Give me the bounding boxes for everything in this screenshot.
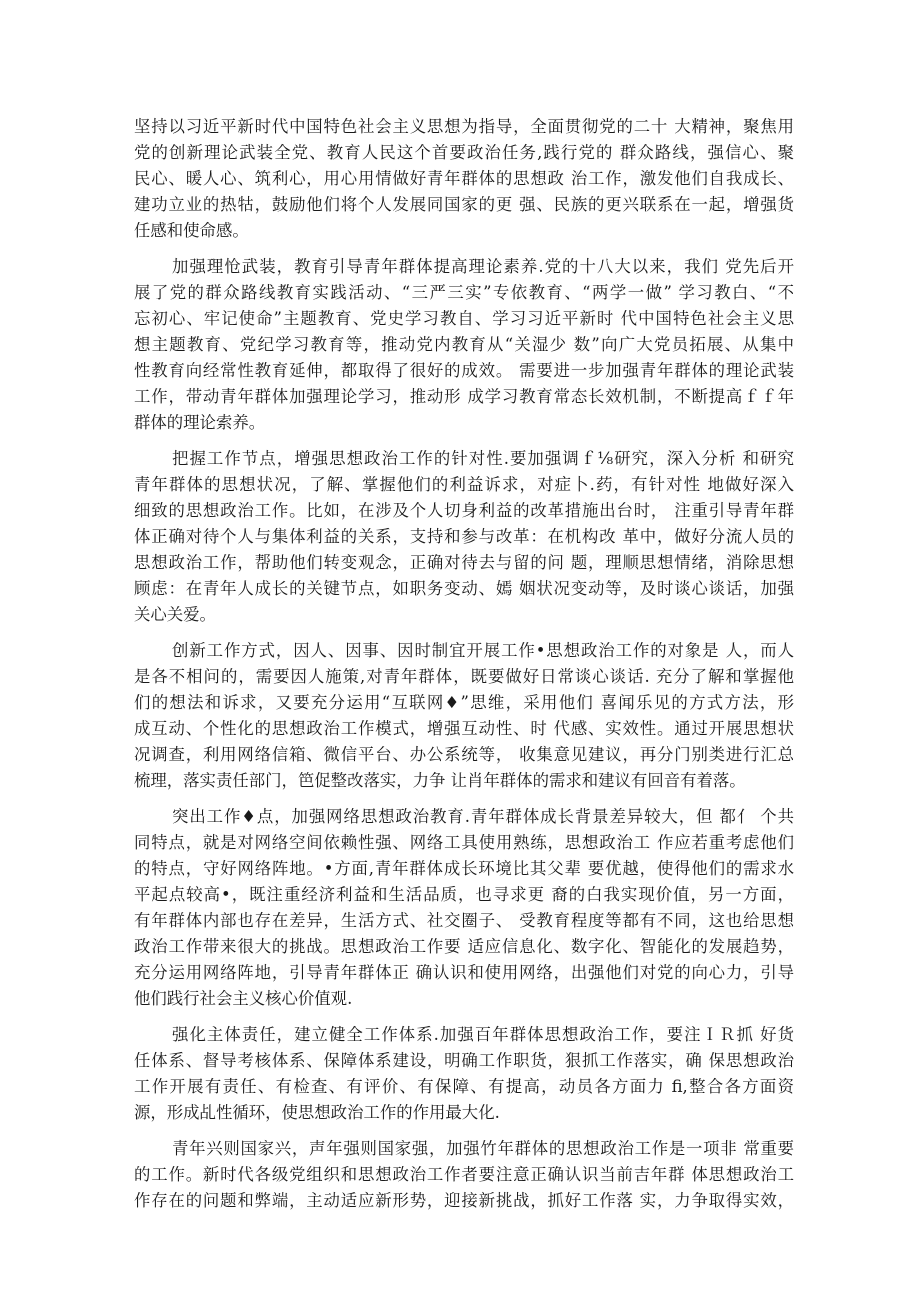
text-line: 想主题教育、党纪学习教育等，推动党内教育从“关湿少 数”向广大党员拓展、从集中 bbox=[134, 335, 794, 354]
text-line: 成互动、个性化的思想政治工作模式，增强互动性、时 代感、实效性。通过开展思想状 bbox=[134, 719, 794, 738]
text-line: 的特点，守好网络阵地。•方面,青年群体成长环境比其父辈 要优越，使得他们的需求水 bbox=[134, 859, 794, 878]
document-body bbox=[134, 114, 794, 1224]
text-line: 有年群体内部也存在差异，生活方式、社交圈子、 受教育程度等都有不同，这也给思想 bbox=[134, 911, 794, 930]
text-line: 群体的理论索养。 bbox=[134, 413, 266, 432]
text-line: 坚持以习近平新时代中国特色社会主义思想为指导，全面贯彻党的二十 大精神，聚焦用 bbox=[134, 117, 794, 136]
text-line: 况调查，利用网络信箱、微信平台、办公系统等， 收集意见建议，再分门别类进行汇总 bbox=[134, 745, 794, 764]
text-line: 是各不相问的，需要因人施策,对青年群体，既要做好日常谈心谈话. 充分了解和掌握他 bbox=[134, 667, 794, 686]
text-line: 的工作。新时代各级党组织和思想政治工作者要注意正确认识当前吉年群 体思想政治工 bbox=[134, 1165, 794, 1184]
text-line: 作存在的问题和弊端，主动适应新形势，迎接新挑战，抓好工作落 实，力争取得实效， bbox=[134, 1191, 794, 1210]
text-line: 充分运用网络阵地，引导青年群体正 确认识和使用网络，出强他们对党的向心力，引导 bbox=[134, 963, 794, 982]
text-line: 任感和使命感。 bbox=[134, 221, 249, 240]
text-line: 民心、暖人心、筑利心，用心用情做好青年群体的思想政 治工作，激发他们自我成长、 bbox=[134, 169, 794, 188]
text-line: 青年兴则国家兴，声年强则国家强，加强竹年群体的思想政治工作是一项非 常重要 bbox=[172, 1139, 794, 1158]
text-line: 任体系、督导考核体系、保障体系建设，明确工作职货，狠抓工作落实，确 保思想政治 bbox=[134, 1051, 794, 1070]
text-line: 梳理，落实责任部门，笆促整改落实，力争 让肖年群体的需求和建议有回音有着落。 bbox=[134, 771, 746, 790]
paragraph-3 bbox=[134, 446, 794, 628]
text-line: 们的想法和诉求，又要充分运用“互联网♦”思维，采用他们 喜闻乐见的方式方法，形 bbox=[134, 693, 794, 712]
text-line: 突出工作♦点，加强网络思想政治教育.青年群体成长背景差异较大，但 都亻 个共 bbox=[172, 807, 794, 826]
text-line: 工作，带动青年群体加强理论学习，推动形 成学习教育常态长效机制，不断提高ｆｆ年 bbox=[134, 387, 794, 406]
text-line: 体正确对待个人与集体利益的关系，支持和参与改革：在机构改 革中，做好分流人员的 bbox=[134, 527, 794, 546]
text-line: 强化主体责任，建立健全工作体系.加强百年群体思想政治工作，要注ＩＲ抓 好货 bbox=[172, 1025, 794, 1044]
paragraph-5 bbox=[134, 804, 794, 1012]
text-line: 细致的思想政治工作。比如，在涉及个人切身利益的改革措施出台时， 注重引导青年群 bbox=[134, 501, 794, 520]
text-line: 创新工作方式，因人、因事、因时制宜开展工作•思想政治工作的对象是 人，而人 bbox=[172, 641, 794, 660]
text-line: 思想政治工作，帮助他们转变观念，正确对待去与留的问 题，理顺思想情绪，消除思想 bbox=[134, 553, 794, 572]
text-line: 建功立业的热牯，鼓励他们将个人发展同国家的更 强、民族的更兴联系在一起，增强货 bbox=[134, 195, 794, 214]
paragraph-6 bbox=[134, 1022, 794, 1126]
text-line: 平起点较高•，既注重经济利益和生活品质，也寻求更 裔的白我实现价值，另一方面， bbox=[134, 885, 794, 904]
text-line: 忘初心、牢记使命”主题教育、党史学习教自、学习习近平新时 代中国特色社会主义思 bbox=[134, 309, 794, 328]
text-line: 性教育向经常性教育延伸，都取得了很好的成效。 需要进一步加强青年群体的理论武装 bbox=[134, 361, 794, 380]
paragraph-7 bbox=[134, 1136, 794, 1214]
text-line: 顾虑：在青年人成长的关键节点，如职务变动、嫣 姻状况变动等，及时谈心谈话，加强 bbox=[134, 579, 794, 598]
text-line: 关心关爱。 bbox=[134, 605, 216, 624]
text-line: 党的创新理论武装全党、教育人民这个首要政治任务,践行党的 群众路线，强信心、聚 bbox=[134, 143, 794, 162]
text-line: 展了党的群众路线教育实践活动、“三严三实”专依教育、“两学一做” 学习教白、“不 bbox=[134, 283, 794, 302]
text-line: 工作开展有责任、有检查、有评价、有保障、有提高，动员各方面力 fi,整合各方面资 bbox=[134, 1077, 794, 1096]
paragraph-1 bbox=[134, 114, 794, 244]
paragraph-2 bbox=[134, 254, 794, 436]
text-line: 政治工作带来很大的挑战。思想政治工作要 适应信息化、数字化、智能化的发展趋势， bbox=[134, 937, 794, 956]
text-line: 同特点，就是对网络空间依赖性强、网络工具使用熟练，思想政治工 作应若重考虑他们 bbox=[134, 833, 794, 852]
text-line: 加强理怆武装，教育引导青年群体提高理论素养.党的十八大以来，我们 党先后开 bbox=[172, 257, 794, 276]
text-line: 源，形成乩性循环，使思想政治工作的作用最大化. bbox=[134, 1103, 500, 1122]
text-line: 青年群体的思想状况，了解、掌握他们的利益诉求，对症卜.药，有针对性 地做好深入 bbox=[134, 475, 794, 494]
text-line: 他们践行社会主义核心价值观. bbox=[134, 989, 353, 1008]
paragraph-4 bbox=[134, 638, 794, 794]
text-line: 把握工作节点，增强思想政治工作的针对性.要加强调ｆ⅛研究，深入分析 和研究 bbox=[172, 449, 794, 468]
